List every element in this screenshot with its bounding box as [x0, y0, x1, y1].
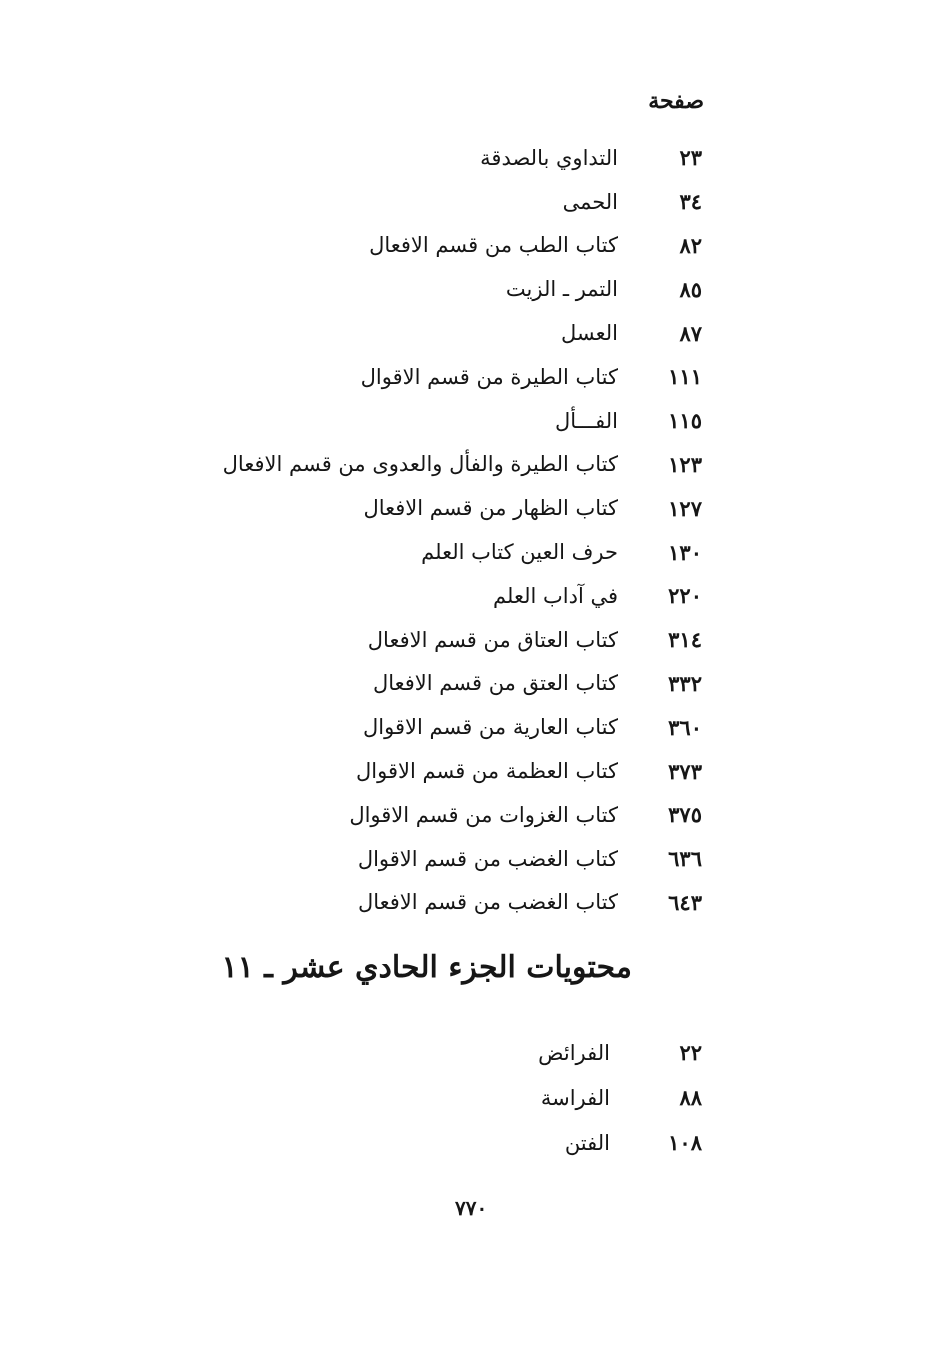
toc-entry [2, 136, 702, 180]
toc-entry-page: ٦٣٦ [668, 846, 702, 872]
toc-entry-page: ١١١ [668, 364, 702, 390]
toc-entry-title: الفتن [564, 1130, 610, 1155]
toc-entry-page: ١٣٠ [668, 539, 702, 565]
toc-entry [2, 355, 702, 399]
toc-entry [2, 1030, 702, 1075]
toc-entry-page: ٣٤ [679, 189, 702, 215]
toc-entry-page: ٣٦٠ [668, 714, 702, 740]
toc-entry [2, 399, 702, 443]
toc-entry-title: كتاب الطب من قسم الافعال [369, 233, 618, 258]
toc-entry-page: ٣٧٣ [668, 758, 702, 784]
toc-entry-page: ٨٧ [679, 320, 702, 346]
toc-entry-title: التمر ـ الزيت [505, 277, 618, 302]
toc-entry-title: في آداب العلم [493, 583, 618, 608]
toc-entry-page: ٢٢٠ [668, 583, 702, 609]
toc-entry-page: ٨٢ [679, 232, 702, 258]
toc-entry-page: ١٢٧ [668, 495, 702, 521]
toc-entry-page: ٣٣٢ [668, 670, 702, 696]
toc-entry-title: كتاب الغضب من قسم الافعال [357, 890, 618, 915]
section-heading: محتويات الجزء الحادي عشر ـ ١١ [221, 950, 632, 985]
toc-list-part-10 [2, 136, 702, 924]
toc-entry [2, 705, 702, 749]
toc-entry [2, 793, 702, 837]
toc-entry [2, 1075, 702, 1120]
toc-entry [2, 180, 702, 224]
toc-entry-title: كتاب الغضب من قسم الاقوال [357, 846, 618, 871]
toc-entry-title: كتاب الظهار من قسم الافعال [363, 496, 618, 521]
toc-entry-title: حرف العين كتاب العلم [421, 540, 618, 565]
toc-entry-page: ٨٨ [679, 1085, 702, 1110]
toc-entry [2, 224, 702, 268]
toc-entry-page: ١٠٨ [668, 1130, 702, 1155]
toc-entry-page: ٢٣ [679, 145, 702, 171]
toc-entry [2, 1120, 702, 1165]
toc-entry-title: كتاب الغزوات من قسم الاقوال [349, 802, 618, 827]
toc-entry-page: ١١٥ [668, 408, 702, 434]
toc-entry-title: التداوي بالصدقة [480, 145, 618, 170]
toc-entry [2, 267, 702, 311]
toc-entry [2, 486, 702, 530]
toc-entry-title: العسل [560, 321, 618, 346]
toc-entry-page: ٣١٤ [668, 627, 702, 653]
toc-entry [2, 443, 702, 487]
toc-entry [2, 662, 702, 706]
toc-entry-title: الحمى [562, 189, 618, 214]
toc-entry-page: ٦٤٣ [668, 889, 702, 915]
toc-entry-page: ٣٧٥ [668, 802, 702, 828]
toc-entry-title: كتاب الطيرة من قسم الاقوال [360, 364, 618, 389]
toc-entry [2, 749, 702, 793]
toc-entry-page: ٢٢ [679, 1040, 702, 1065]
page-number: ٧٧٠ [455, 1196, 488, 1220]
toc-entry-title: كتاب الطيرة والفأل والعدوى من قسم الافعال [222, 452, 618, 477]
toc-entry-title: الفـــأل [555, 408, 618, 433]
toc-entry-title: كتاب العظمة من قسم الاقوال [356, 759, 618, 784]
toc-list-part-11 [2, 1030, 702, 1165]
toc-entry [2, 530, 702, 574]
toc-entry-page: ١٢٣ [668, 451, 702, 477]
toc-entry-title: الفرائض [538, 1040, 610, 1065]
toc-entry-page: ٨٥ [679, 276, 702, 302]
toc-entry [2, 881, 702, 925]
toc-entry-title: كتاب العتق من قسم الافعال [372, 671, 618, 696]
toc-entry [2, 618, 702, 662]
toc-entry [2, 311, 702, 355]
page-column-header: صفحة [648, 88, 704, 114]
toc-entry-title: كتاب العارية من قسم الاقوال [363, 715, 618, 740]
toc-entry-title: الفراسة [540, 1085, 610, 1110]
toc-entry [2, 837, 702, 881]
toc-entry [2, 574, 702, 618]
toc-entry-title: كتاب العتاق من قسم الافعال [367, 627, 618, 652]
